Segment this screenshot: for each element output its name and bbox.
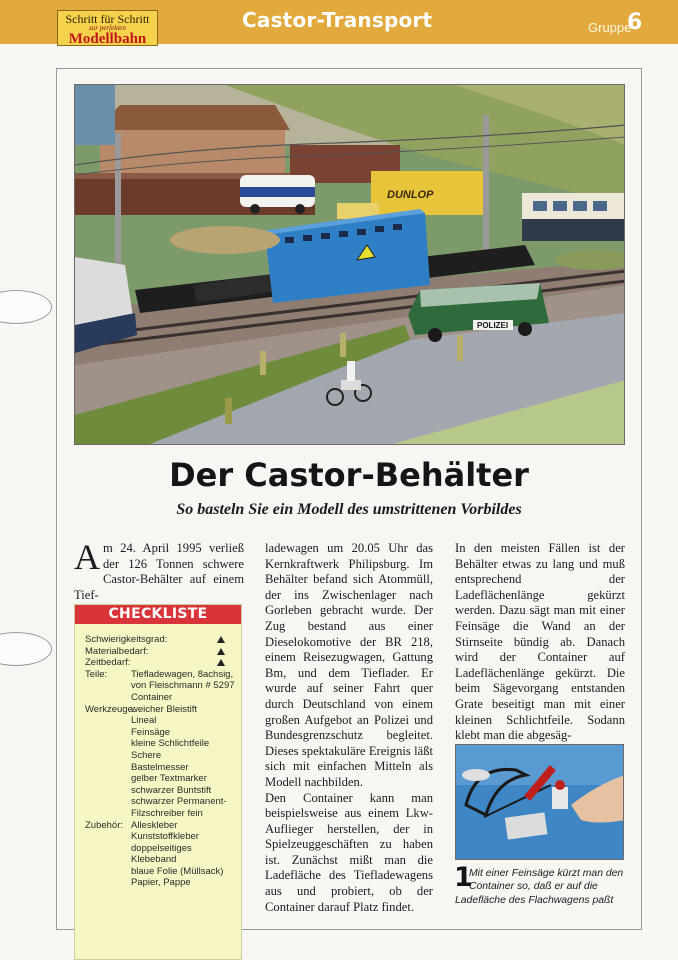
tool-item: weicher Bleistift — [131, 703, 197, 715]
logo-line-1: Schritt für Schritt — [65, 12, 150, 26]
row-label: Zeitbedarf: — [85, 657, 131, 669]
accessory-item: Kunststoffkleber — [131, 831, 199, 843]
logo-line-3: Modellbahn — [68, 31, 147, 47]
binder-hole — [0, 290, 52, 324]
triangle-icon — [217, 648, 225, 655]
row-label: Teile: — [85, 668, 108, 680]
tool-item: Lineal — [131, 715, 157, 727]
tool-item: schwarzer Buntstift — [131, 784, 212, 796]
accessory-item: Papier, Pappe — [131, 877, 191, 889]
row-value — [131, 820, 235, 890]
checklist-row — [85, 704, 235, 820]
column-2-paragraph: Den Container kann man beispielsweise aus einem Lkw-Auflieger herstellen, der in Spielzeuggeschäften zu haben ist. Zunächst mißt man die Ladefläche des Tiefladewagens aus und probiert, ob der Container darauf Platz findet. — [265, 790, 433, 914]
body-column-3 — [455, 541, 625, 744]
column-3-text: In den meisten Fällen ist der Behälter etwas zu lang und muß entsprechend der Ladeflächenlänge gekürzt werden. Dazu sägt man mit einer Feinsäge die Wand an der Stirnseite bündig ab. Danach wird der Container auf Ladeflächenlänge gekürzt. Die beim Sägevorgang entstanden Grate beseitigt man mit einer kleinen Schlichtfeile. Sodann klebt man die abgesäg- — [455, 541, 625, 743]
model-railway-photo — [74, 84, 625, 445]
tool-item: gelber Textmarker — [131, 773, 207, 785]
tool-item: Bastelmesser — [131, 761, 189, 773]
figure-caption: Mit einer Feinsäge kürzt man den Container so, daß er auf die — [469, 868, 624, 893]
row-value — [131, 704, 235, 820]
drop-cap: A — [74, 537, 100, 577]
body-column-2 — [265, 541, 433, 915]
photo-illustration — [75, 85, 625, 445]
section-title: Castor-Transport — [242, 8, 433, 32]
article-subtitle: So basteln Sie ein Modell des umstrittenen Vorbildes — [176, 501, 522, 518]
binder-hole — [0, 632, 52, 666]
checklist-row — [85, 657, 235, 669]
article-title: Der Castor-Behälter — [169, 456, 529, 494]
tool-item: Feinsäge — [131, 726, 171, 738]
accessory-item: doppelseitiges Klebeband — [131, 842, 192, 866]
tool-item: kleine Schlichtfeile — [131, 738, 210, 750]
header-band — [0, 0, 678, 47]
series-logo — [57, 10, 158, 46]
accessory-item: blaue Folie (Müllsack) — [131, 865, 224, 877]
checklist-row — [85, 646, 235, 658]
column-1-text: m 24. April 1995 verließ der 126 Tonnen schwere Castor-Behälter auf einem Tief- — [74, 541, 244, 602]
logo-line-2: zur perfekten — [89, 24, 126, 32]
group-number: 6 — [627, 10, 643, 35]
group-label: Gruppe — [588, 20, 632, 35]
body-column-1 — [74, 537, 244, 603]
checklist-row — [85, 669, 235, 704]
figure-number: 1 — [454, 862, 473, 893]
row-label: Zubehör: — [85, 819, 124, 831]
figure-caption-end: Ladefläche des Flachwagens paßt — [455, 895, 614, 906]
checklist-box — [74, 604, 242, 960]
checklist-body — [75, 624, 241, 889]
triangle-icon — [217, 636, 225, 643]
checklist-row — [85, 820, 235, 890]
checklist-heading: CHECKLISTE — [75, 605, 241, 624]
row-label: Materialbedarf: — [85, 645, 149, 657]
row-label: Schwierigkeitsgrad: — [85, 634, 168, 645]
saw-photo — [455, 744, 624, 860]
triangle-icon — [217, 659, 225, 666]
column-2-paragraph: ladewagen um 20.05 Uhr das Kernkraftwerk Philipsburg. Im Behälter befand sich Atommüll, der ins Zwischenlager nach Gorleben gebracht wurde. Der Zug bestand aus einer Dieselokomotive der BR 218, einem Reisezugwagen, Gattung Bm, und dem Tieflader. Er wurde auf seiner Fahrt quer durch Deutschland von einem großen Aufgebot an Polizei und Bundesgrenzschutz begleitet. Dieses spektakuläre Ereignis läßt sich mit einfachen Mitteln als Modell nachbilden. — [265, 541, 433, 789]
checklist-row — [85, 634, 235, 646]
tool-item: schwarzer Permanent-Filzschreiber fein — [131, 796, 227, 819]
row-label: Werkzeuge: — [85, 703, 136, 715]
poster-text: DUNLOP — [387, 189, 434, 201]
police-text: POLIZEI — [477, 321, 509, 330]
accessory-item: Alleskleber — [131, 819, 178, 831]
tool-item: Schere — [131, 749, 162, 761]
saw-illustration — [456, 745, 624, 860]
row-value: Tiefladewagen, 8achsig, von Fleischmann # 5297 Container — [131, 668, 235, 703]
